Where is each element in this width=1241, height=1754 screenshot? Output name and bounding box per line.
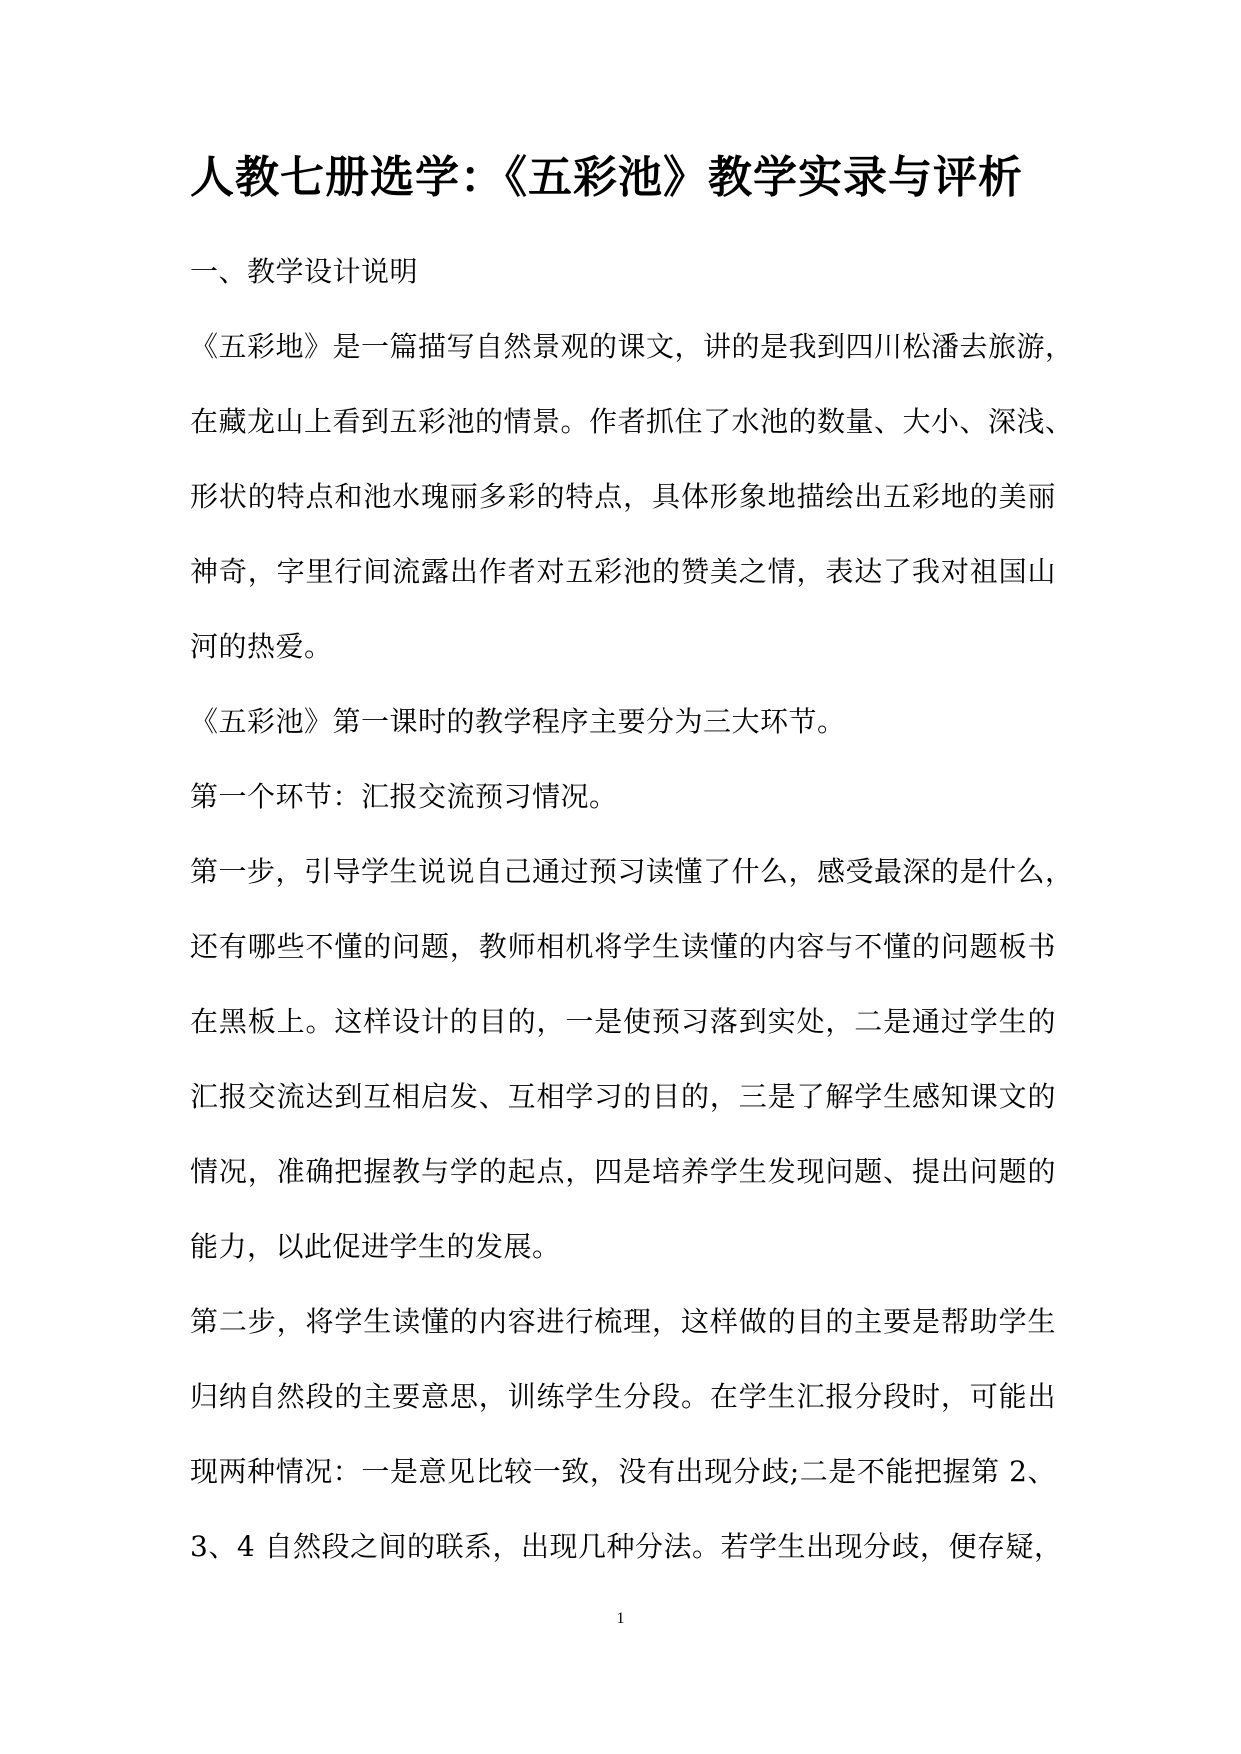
- text-line: 第一步，引导学生说说自己通过预习读懂了什么，感受最深的是什么，: [190, 855, 1074, 888]
- text-line: 形状的特点和池水瑰丽多彩的特点，具体形象地描绘出五彩地的美丽: [190, 480, 1056, 513]
- text-line: 汇报交流达到互相启发、互相学习的目的，三是了解学生感知课文的: [190, 1080, 1056, 1113]
- text-line: 在藏龙山上看到五彩池的情景。作者抓住了水池的数量、大小、深浅、: [190, 405, 1074, 438]
- section-heading: 一、教学设计说明: [190, 255, 419, 288]
- page-number: 1: [616, 1610, 625, 1627]
- text-line: 情况，准确把握教与学的起点，四是培养学生发现问题、提出问题的: [190, 1155, 1056, 1188]
- text-line: 在黑板上。这样设计的目的，一是使预习落到实处，二是通过学生的: [190, 1005, 1056, 1038]
- text-line: 《五彩池》第一课时的教学程序主要分为三大环节。: [190, 705, 846, 738]
- text-line: 神奇，字里行间流露出作者对五彩池的赞美之情，表达了我对祖国山: [190, 555, 1056, 588]
- text-line: 现两种情况：一是意见比较一致，没有出现分歧;二是不能把握第 2、: [190, 1455, 1056, 1488]
- text-line: 能力，以此促进学生的发展。: [190, 1230, 561, 1263]
- text-line: 第二步，将学生读懂的内容进行梳理，这样做的目的主要是帮助学生: [190, 1305, 1056, 1338]
- text-line: 归纳自然段的主要意思，训练学生分段。在学生汇报分段时，可能出: [190, 1380, 1056, 1413]
- document-body: [190, 252, 1074, 1602]
- text-line: 3、4 自然段之间的联系，出现几种分法。若学生出现分歧，便存疑，: [190, 1530, 1063, 1563]
- document-title: 人教七册选学：《五彩池》教学实录与评析: [190, 152, 1023, 203]
- text-line: 第一个环节：汇报交流预习情况。: [190, 780, 618, 813]
- text-line: 还有哪些不懂的问题，教师相机将学生读懂的内容与不懂的问题板书: [190, 930, 1056, 963]
- text-line: 河的热爱。: [190, 630, 333, 663]
- text-line: 《五彩地》是一篇描写自然景观的课文，讲的是我到四川松潘去旅游，: [190, 330, 1074, 363]
